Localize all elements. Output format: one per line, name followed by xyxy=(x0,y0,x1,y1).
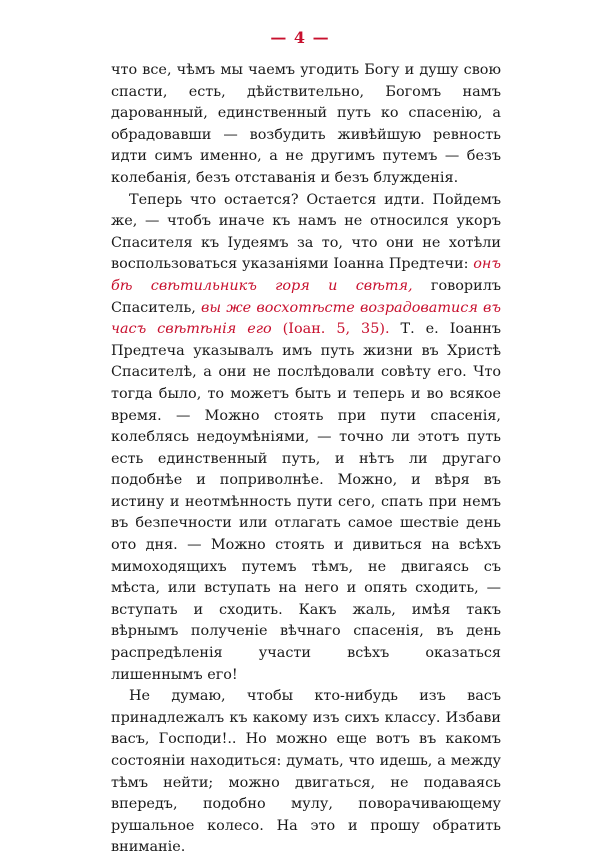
paragraph-2-text-a: Теперь что остается? Остается идти. Пойдемъ же, — чтобъ иначе къ намъ не относился укоръ Спасителя къ Іудеямъ за то, что они не хотѣли воспользоваться указаніями Іоанна Предтечи: xyxy=(111,191,501,273)
paragraph-2-text-c xyxy=(272,321,283,337)
paragraph-2-text-d: Т. е. Іоаннъ Предтеча указывалъ имъ путь жизни въ Христѣ Спасителѣ, а они не послѣдовали совѣту его. Что тогда было, то можетъ быть и теперь и во всякое время. — Можно стоять при пути спасенія, колеблясь недоумѣніями, — точно ли этотъ путь есть единственный путь, и нѣтъ ли другаго подобнѣе и поприволнѣе. Можно, и вѣря въ истину и неотмѣнность пути сего, спать при немъ въ безпечности или отлагать самое шествіе день ото дня. — Можно стоять и дивиться на всѣхъ мимоходящихъ путемъ тѣмъ, не двигаясь съ мѣста, или вступать на него и опять сходить, — вступать и сходить. Какъ жаль, имѣя такъ вѣрнымъ полученіе вѣчнаго спасенія, въ день распредѣленія участи всѣхъ оказаться лишеннымъ его! xyxy=(111,321,501,683)
scripture-reference: (Іоан. 5, 35). xyxy=(282,321,390,338)
body-text xyxy=(111,60,501,859)
page-number: — 4 — xyxy=(270,28,330,47)
scripture-quote-2: вы же восхотѣсте возрадоватися въ часъ свѣтѣнія его xyxy=(111,299,501,338)
paragraph-2 xyxy=(111,190,501,687)
scripture-quote-1: онъ бѣ свѣтильникъ горя и свѣтя, xyxy=(111,256,501,294)
paragraph-2-text-b: говорилъ Спаситель, xyxy=(111,277,501,316)
paragraph-3: Не думаю, чтобы кто-нибудь изъ васъ принадлежалъ къ какому изъ сихъ классу. Избави васъ, Господи!.. Но можно еще вотъ въ какомъ состояніи находиться: думать, что идешь, а между тѣмъ нейти; можно двигаться, не подаваясь впередъ, подобно мулу, поворачивающему рушальное колесо. На это и прошу обратить вниманіе. xyxy=(111,688,501,856)
paragraph-1: что все, чѣмъ мы чаемъ угодить Богу и душу свою спасти, есть, дѣйствительно, Богомъ намъ дарованный, единственный путь ко спасенію, а обрадовавши — возбудить живѣйшую ревность идти симъ именно, а не другимъ путемъ — безъ колебанія, безъ отставанія и безъ блужденія. xyxy=(111,62,501,186)
